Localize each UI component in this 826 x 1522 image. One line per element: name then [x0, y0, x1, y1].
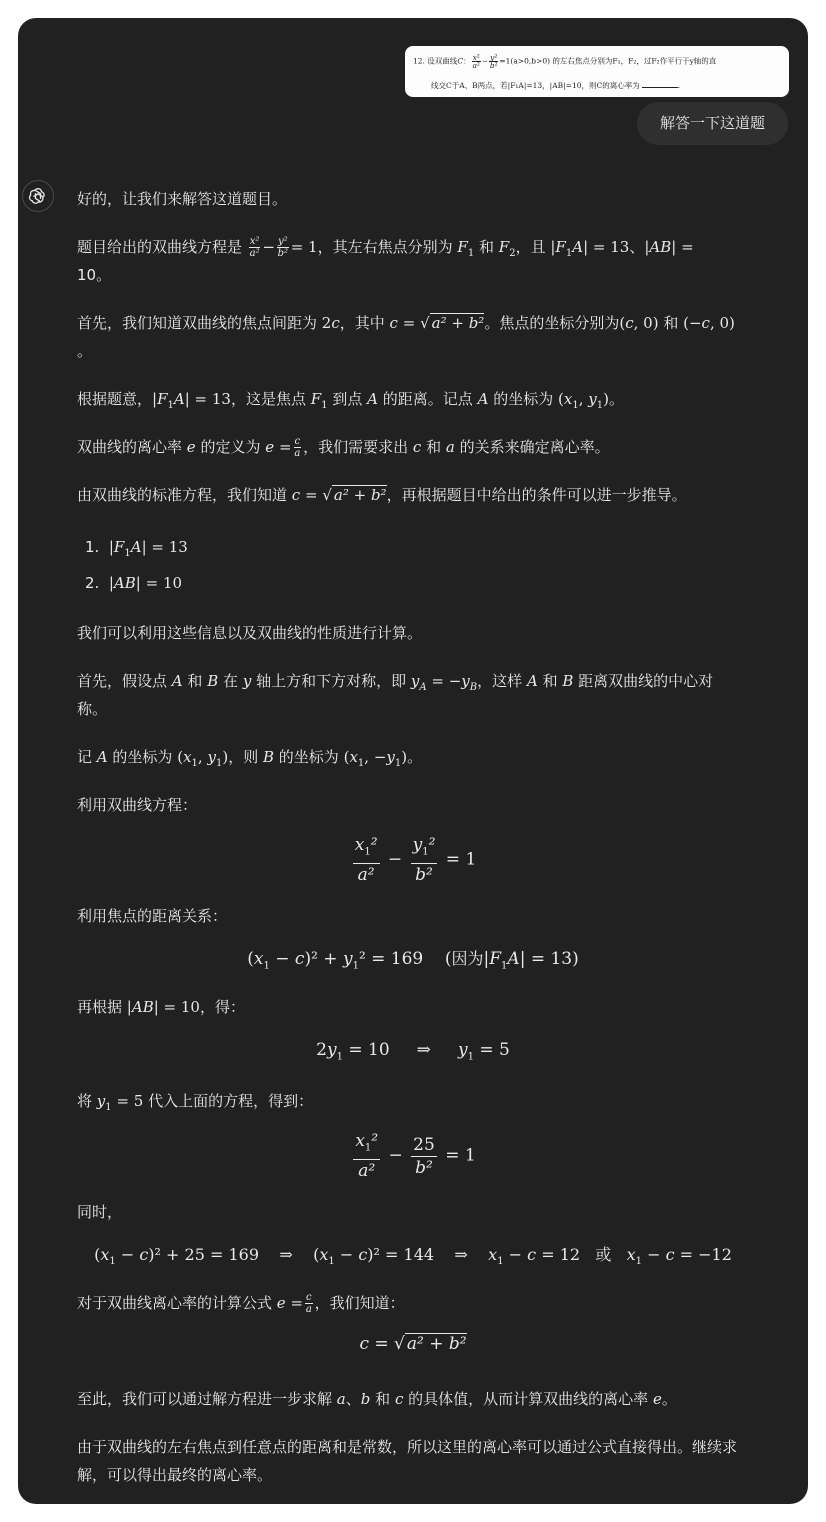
chat-window — [18, 18, 808, 1504]
answer-paragraph-1: 好的，让我们来解答这道题目。 — [77, 190, 288, 208]
answer-paragraph-8-cont: 称。 — [77, 700, 108, 718]
equation-c: c = √ a² + b² — [359, 1334, 467, 1354]
list-item-2: 2. |AB| = 10 — [85, 574, 183, 592]
equation-substituted: $\frac{x_1^2}{\text{a²}}$ − $\frac{25}{\text{b²}}$ = 1 — [355, 1131, 476, 1182]
answer-paragraph-5: 双曲线的离心率 e 的定义为 e = $\frac{c}{a}$ ，我们需要求出 c 和 a 的关系来确定离心率。 — [77, 436, 610, 459]
user-message-bubble: 解答一下这道题 — [637, 102, 788, 145]
answer-paragraph-7: 我们可以利用这些信息以及双曲线的性质进行计算。 — [77, 624, 423, 642]
answer-paragraph-3: 首先，我们知道双曲线的焦点间距为 2c，其中 c = √ a² + b²。焦点的坐标分别为(c, 0) 和 (−c, 0) — [77, 314, 735, 332]
answer-paragraph-8: 首先，假设点 A 和 B 在 y 轴上方和下方对称，即 $y_A = -y_B$，这样 A 和 B 距离双曲线的中心对 — [77, 672, 714, 693]
equation-y1: $2y_1 = 10$ ⇒ $y_1 = 5$ — [316, 1040, 510, 1063]
equation-focal-distance: $(x_1 - c)^2 + y_1^2 = 169$ (因为$|F_1A| = 13$) — [247, 949, 579, 972]
answer-paragraph-3-cont: 。 — [77, 342, 93, 360]
question-line-1: 12. 设双曲线C： $\frac{\text{x²}}{\text{a²}}$ − $\frac{\text{y²}}{\text{b²}}$ =1(a>0,b>0) 的左右焦点分别为F₁，F₂，过F₂作平行于y轴的直 — [413, 53, 717, 70]
equation-hyperbola: $\frac{x_1^2}{\text{a²}}$ − $\frac{y_1^2}{\text{b²}}$ = 1 — [354, 835, 477, 886]
answer-paragraph-10: 利用双曲线方程： — [77, 796, 198, 814]
list-item-1: 1. $|F_1A| = 13$ — [85, 538, 188, 559]
answer-paragraph-14: 同时， — [77, 1203, 123, 1221]
answer-paragraph-2-cont: 10。 — [77, 266, 112, 284]
answer-paragraph-16: 至此，我们可以通过解方程进一步求解 a、b 和 c 的具体值，从而计算双曲线的离心率 e。 — [77, 1390, 677, 1408]
answer-paragraph-12: 再根据 |AB| = 10，得： — [77, 998, 245, 1016]
answer-paragraph-2: 题目给出的双曲线方程是 $\frac{\text{x²}}{\text{a²}}$ − $\frac{\text{y²}}{\text{b²}}$ = 1，其左右焦点分别为 $F_1$ 和 $F_2$，且 $|F_1A| = 13$、|AB| = — [77, 236, 694, 259]
answer-paragraph-9: 记 A 的坐标为 ($x_1$, $y_1$)，则 B 的坐标为 ($x_1$, $-y_1$)。 — [77, 748, 423, 769]
openai-logo-icon — [28, 186, 48, 206]
answer-paragraph-11: 利用焦点的距离关系： — [77, 907, 228, 925]
equation-solve-x1: $(x_1 - c)^2 + 25 = 169$ ⇒ $(x_1 - c)^2 = 144$ ⇒ $x_1 - c = 12$ 或 $x_1 - c = -12$ — [94, 1245, 732, 1268]
answer-paragraph-15: 对于双曲线离心率的计算公式 e = $\frac{c}{a}$ ，我们知道： — [77, 1292, 405, 1315]
answer-paragraph-13: 将 $y_1 = 5$ 代入上面的方程，得到： — [77, 1092, 314, 1113]
assistant-avatar — [22, 180, 54, 212]
answer-paragraph-17-cont: 解，可以得出最终的离心率。 — [77, 1466, 273, 1484]
answer-paragraph-17: 由于双曲线的左右焦点到任意点的距离和是常数，所以这里的离心率可以通过公式直接得出。继续求 — [77, 1438, 738, 1456]
answer-paragraph-6: 由双曲线的标准方程，我们知道 c = √ a² + b²，再根据题目中给出的条件可以进一步推导。 — [77, 486, 687, 504]
question-line-2: 线交C于A、B两点，若|F₁A|=13，|AB|=10，则C的离心率为 . — [431, 81, 681, 90]
answer-paragraph-4: 根据题意，$|F_1A| = 13$，这是焦点 $F_1$ 到点 A 的距离。记点 A 的坐标为 ($x_1$, $y_1$)。 — [77, 390, 624, 411]
question-image[interactable] — [405, 46, 789, 97]
